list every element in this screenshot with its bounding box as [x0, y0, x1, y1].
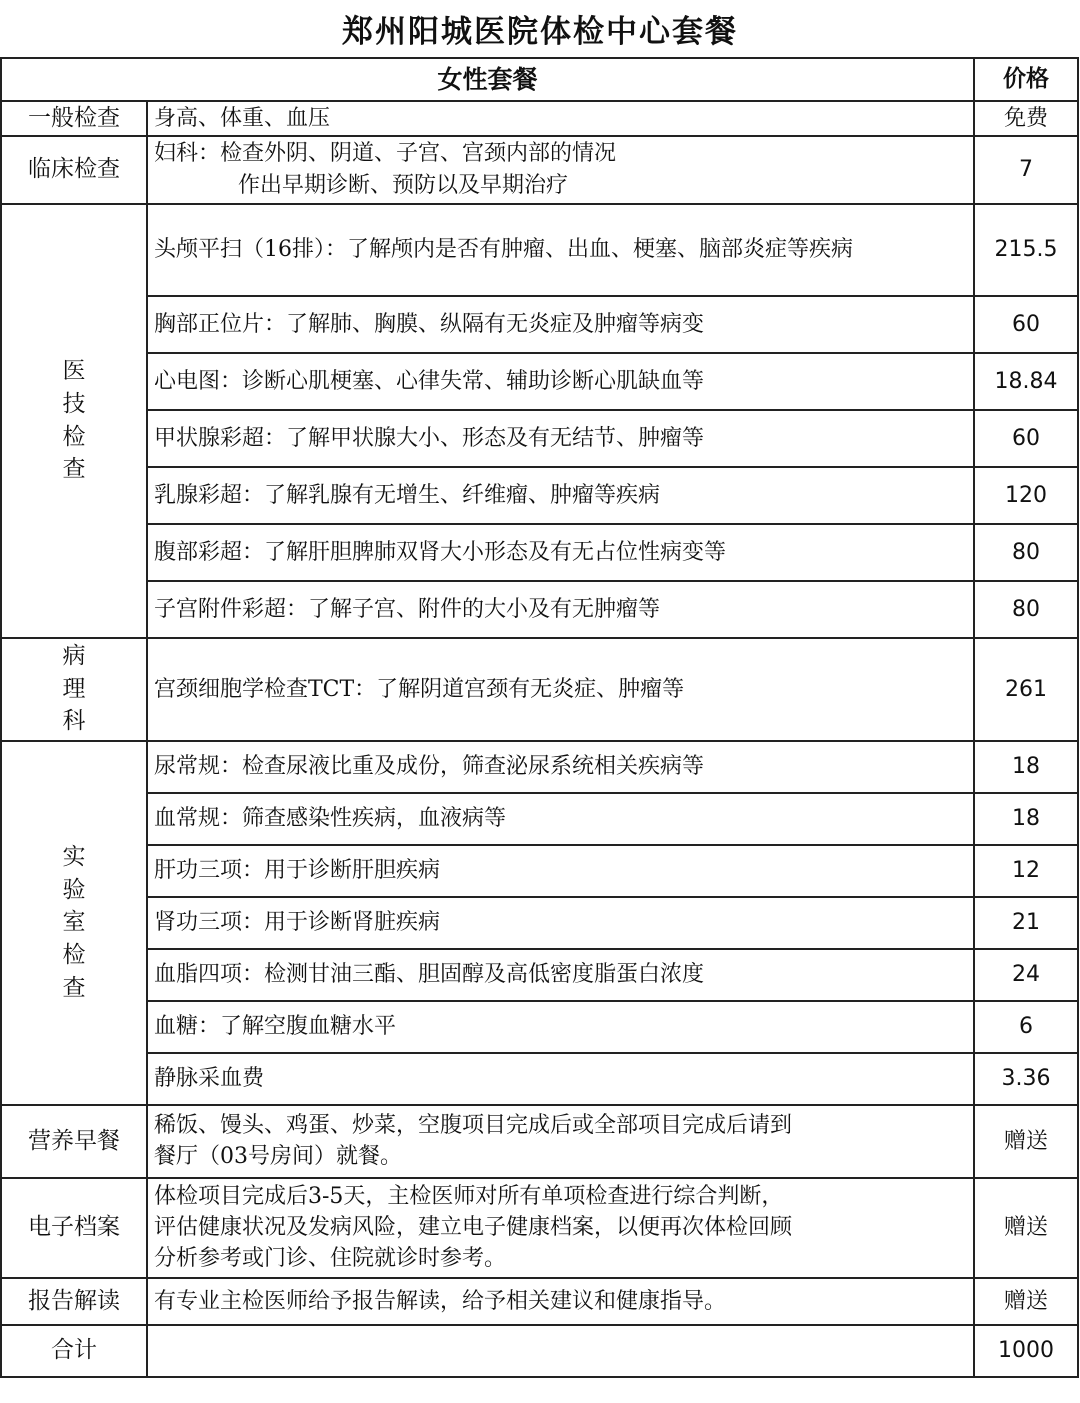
header-row — [1, 58, 1078, 101]
archive-line-2: 评估健康状况及发病风险，建立电子健康档案，以便再次体检回顾 — [154, 1215, 793, 1241]
item-report: 有专业主检医师给予报告解读，给予相关建议和健康指导。 — [147, 1278, 974, 1325]
price-medtech-chest: 60 — [974, 296, 1078, 353]
item-lab-glucose: 血糖：了解空腹血糖水平 — [147, 1001, 974, 1053]
lab-row — [1, 1001, 1078, 1053]
item-lab-urine: 尿常规：检查尿液比重及成份，筛查泌尿系统相关疾病等 — [147, 741, 974, 793]
price-medtech-breast: 120 — [974, 467, 1078, 524]
price-lab-lipid: 24 — [974, 949, 1078, 1001]
breakfast-line-2: 餐厅（03号房间）就餐。 — [154, 1144, 402, 1170]
price-medtech-thyroid: 60 — [974, 410, 1078, 467]
item-lab-liver: 肝功三项：用于诊断肝胆疾病 — [147, 845, 974, 897]
lab-row — [1, 845, 1078, 897]
clinical-row — [1, 136, 1078, 204]
item-archive — [147, 1178, 974, 1278]
price-breakfast: 赠送 — [974, 1105, 1078, 1178]
item-clinical — [147, 136, 974, 204]
item-medtech-ct: 头颅平扫（16排）：了解颅内是否有肿瘤、出血、梗塞、脑部炎症等疾病 — [147, 204, 974, 296]
medtech-row — [1, 353, 1078, 410]
lab-row — [1, 741, 1078, 793]
price-archive: 赠送 — [974, 1178, 1078, 1278]
total-label: 合计 — [1, 1325, 147, 1377]
pathology-row — [1, 638, 1078, 741]
category-report: 报告解读 — [1, 1278, 147, 1325]
item-lab-lipid: 血脂四项：检测甘油三酯、胆固醇及高低密度脂蛋白浓度 — [147, 949, 974, 1001]
general-row — [1, 101, 1078, 136]
breakfast-line-1: 稀饭、馒头、鸡蛋、炒菜，空腹项目完成后或全部项目完成后请到 — [154, 1112, 793, 1138]
price-medtech-abdomen: 80 — [974, 524, 1078, 581]
total-empty — [147, 1325, 974, 1377]
category-lab: 实 验 室 检 查 — [1, 741, 147, 1105]
price-pathology: 261 — [974, 638, 1078, 741]
price-lab-glucose: 6 — [974, 1001, 1078, 1053]
price-lab-venous: 3.36 — [974, 1053, 1078, 1105]
clinical-line-1: 妇科：检查外阴、阴道、子宫、宫颈内部的情况 — [154, 141, 617, 167]
page-title: 郑州阳城医院体检中心套餐 — [342, 14, 738, 50]
category-archive: 电子档案 — [1, 1178, 147, 1278]
item-medtech-thyroid: 甲状腺彩超：了解甲状腺大小、形态及有无结节、肿瘤等 — [147, 410, 974, 467]
archive-row — [1, 1178, 1078, 1278]
price-lab-urine: 18 — [974, 741, 1078, 793]
medtech-row — [1, 467, 1078, 524]
clinical-line-2: 作出早期诊断、预防以及早期治疗 — [238, 172, 569, 198]
item-pathology: 宫颈细胞学检查TCT：了解阴道宫颈有无炎症、肿瘤等 — [147, 638, 974, 741]
item-medtech-abdomen: 腹部彩超：了解肝胆脾肺双肾大小形态及有无占位性病变等 — [147, 524, 974, 581]
medtech-row — [1, 581, 1078, 638]
archive-line-3: 分析参考或门诊、住院就诊时参考。 — [154, 1246, 507, 1272]
category-medtech: 医 技 检 查 — [1, 204, 147, 638]
medtech-row — [1, 524, 1078, 581]
item-lab-venous: 静脉采血费 — [147, 1053, 974, 1105]
medtech-row — [1, 204, 1078, 296]
item-medtech-ecg: 心电图：诊断心肌梗塞、心律失常、辅助诊断心肌缺血等 — [147, 353, 974, 410]
category-pathology: 病 理 科 — [1, 638, 147, 741]
price-clinical: 7 — [974, 136, 1078, 204]
package-header: 女性套餐 — [1, 58, 974, 101]
item-medtech-chest: 胸部正位片：了解肺、胸膜、纵隔有无炎症及肿瘤等病变 — [147, 296, 974, 353]
price-report: 赠送 — [974, 1278, 1078, 1325]
medtech-row — [1, 296, 1078, 353]
category-clinical: 临床检查 — [1, 136, 147, 204]
price-medtech-uterus: 80 — [974, 581, 1078, 638]
item-medtech-breast: 乳腺彩超：了解乳腺有无增生、纤维瘤、肿瘤等疾病 — [147, 467, 974, 524]
lab-row — [1, 949, 1078, 1001]
lab-row — [1, 897, 1078, 949]
category-general: 一般检查 — [1, 101, 147, 136]
lab-row — [1, 793, 1078, 845]
item-lab-blood: 血常规：筛查感染性疾病，血液病等 — [147, 793, 974, 845]
price-header: 价格 — [974, 58, 1078, 101]
item-medtech-uterus: 子宫附件彩超：了解子宫、附件的大小及有无肿瘤等 — [147, 581, 974, 638]
total-row — [1, 1325, 1078, 1377]
breakfast-row — [1, 1105, 1078, 1178]
archive-line-1: 体检项目完成后3-5天，主检医师对所有单项检查进行综合判断， — [154, 1183, 784, 1209]
price-lab-kidney: 21 — [974, 897, 1078, 949]
price-medtech-ecg: 18.84 — [974, 353, 1078, 410]
price-general: 免费 — [974, 101, 1078, 136]
price-medtech-ct: 215.5 — [974, 204, 1078, 296]
medtech-row — [1, 410, 1078, 467]
package-table — [0, 57, 1079, 1378]
item-lab-kidney: 肾功三项：用于诊断肾脏疾病 — [147, 897, 974, 949]
item-general: 身高、体重、血压 — [147, 101, 974, 136]
item-breakfast — [147, 1105, 974, 1178]
price-lab-blood: 18 — [974, 793, 1078, 845]
total-value: 1000 — [974, 1325, 1078, 1377]
category-breakfast: 营养早餐 — [1, 1105, 147, 1178]
report-row — [1, 1278, 1078, 1325]
lab-row — [1, 1053, 1078, 1105]
price-lab-liver: 12 — [974, 845, 1078, 897]
